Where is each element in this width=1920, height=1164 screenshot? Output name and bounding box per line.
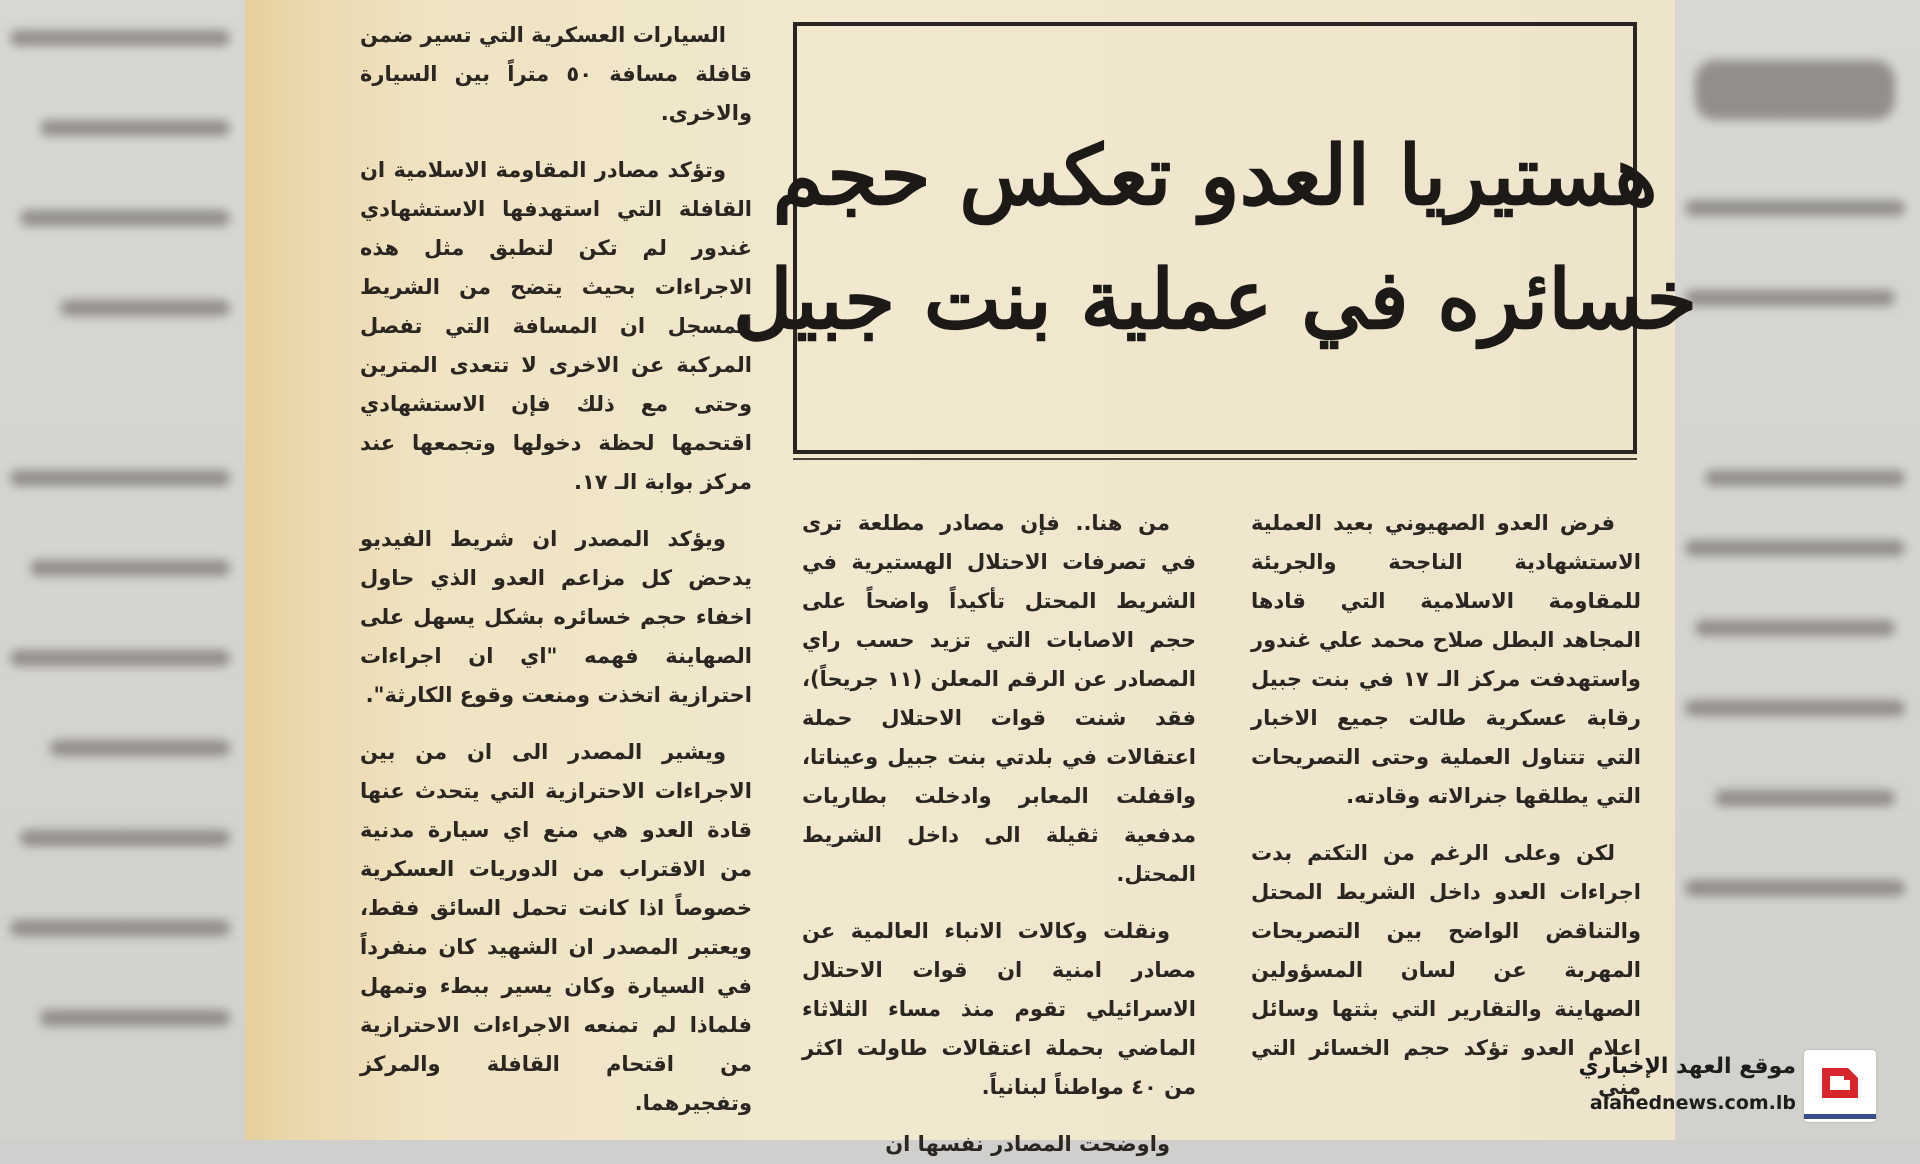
paragraph: وتؤكد مصادر المقاومة الاسلامية ان القافلة التي استهدفها الاستشهادي غندور لم تكن لتطبق مثل هذه الاجراءات بحيث يتضح من الشريط المسجل ان المسافة التي تفصل المركبة عن الاخرى لا تتعدى المترين وحتى مع ذلك فإن الاستشهادي اقتحمها لحظة دخولها وتجمعها عند مركز بوابة الـ ١٧. [360,158,752,494]
paragraph: ويؤكد المصدر ان شريط الفيديو يدحض كل مزاعم العدو الذي حاول اخفاء حجم خسائره بشكل يسهل على الصهاينة فهمه "اي ان اجراءات احترازية اتخذت ومنعت وقوع الكارثة". [360,527,752,707]
headline-line-1: هستيريا العدو تعكس حجم [772,128,1658,224]
watermark-domain: alahednews.com.lb [1589,1092,1796,1114]
headline-box [732,22,1698,454]
paragraph: ويشير المصدر الى ان من بين الاجراءات الاحترازية التي يتحدث عنها قادة العدو هي منع اي سيارة مدنية من الاقتراب من الدوريات العسكرية خصوصاً اذا كانت تحمل السائق فقط، ويعتبر المصدر ان الشهيد كان منفرداً في السيارة وكان يسير ببطء وتمهل فلماذا لم تمنعه الاجراءات الاحترازية من اقتحام القافلة والمركز وتفجيرهما. [360,740,752,1115]
blurred-background-left [0,0,245,1140]
column-right [1251,504,1641,1107]
paragraph: من هنا.. فإن مصادر مطلعة ترى في تصرفات الاحتلال الهستيرية في الشريط المحتل تأكيداً واضحاً على حجم الاصابات التي تزيد حسب راي المصادر عن الرقم المعلن (١١ جريحاً)، فقد شنت قوات الاحتلال حملة اعتقالات في بلدتي بنت جبيل وعيناتا، واقفلت المعابر وادخلت بطاريات مدفعية ثقيلة الى داخل الشريط المحتل. [802,511,1196,886]
paragraph: السيارات العسكرية التي تسير ضمن قافلة مسافة ٥٠ متراً بين السيارة والاخرى. [360,23,752,125]
watermark-site-name: موقع العهد الإخباري [1578,1054,1796,1079]
blurred-background-right [1675,0,1920,1140]
column-left [360,16,752,1123]
paragraph: واوضحت المصادر نفسها ان [885,1132,1170,1156]
headline-rule [793,458,1637,460]
paragraph: لكن وعلى الرغم من التكتم بدت اجراءات العدو داخل الشريط المحتل والتناقض الواضح بين التصريحات المهربة عن لسان المسؤولين الصهاينة والتقارير التي بثتها وسائل اعلام العدو تؤكد حجم الخسائر التي مني [1251,841,1641,1099]
paragraph: ونقلت وكالات الانباء العالمية عن مصادر امنية ان قوات الاحتلال الاسرائيلي تقوم منذ مساء الثلاثاء الماضي بحملة اعتقالات طاولت اكثر من ٤٠ مواطناً لبنانياً. [802,919,1196,1099]
watermark [1578,1048,1892,1128]
headline-line-2: خسائره في عملية بنت جبيل [732,252,1698,348]
alahed-logo-icon [1804,1050,1876,1122]
column-middle [802,504,1196,1164]
paragraph: فرض العدو الصهيوني بعيد العملية الاستشهادية الناجحة والجريئة للمقاومة الاسلامية التي قادها المجاهد البطل صلاح محمد علي غندور واستهدفت مركز الـ ١٧ في بنت جبيل رقابة عسكرية طالت جميع الاخبار التي تتناول العملية وحتى التصريحات التي يطلقها جنرالاته وقادته. [1251,511,1641,808]
